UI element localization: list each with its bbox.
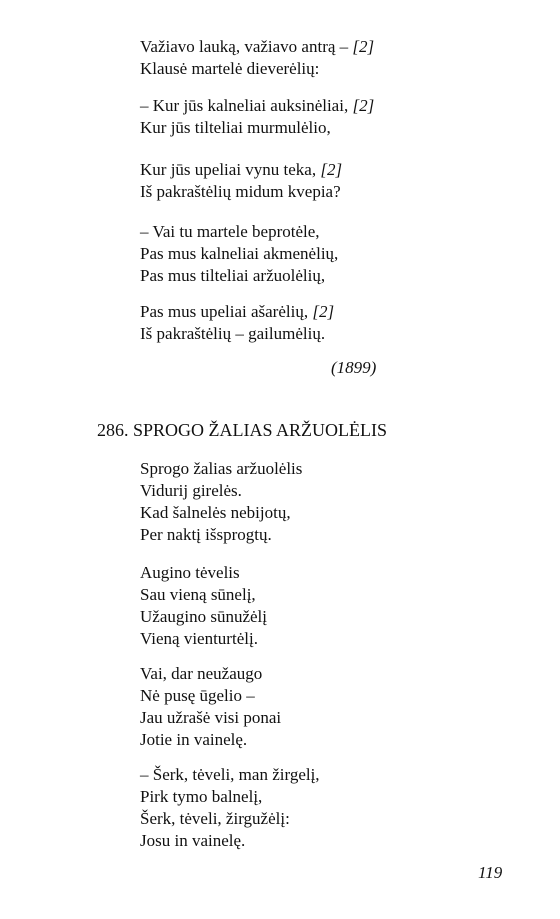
verse-line: Kad šalnelės nebijotų, [140, 503, 291, 522]
verse-line: – Kur jūs kalneliai auksinėliai, [2] [140, 96, 375, 115]
stanza [140, 663, 281, 751]
poem-date: (1899) [331, 358, 377, 377]
stanza [140, 301, 334, 345]
verse-line: Iš pakraštėlių midum kvepia? [140, 182, 341, 201]
repeat-mark: [2] [352, 37, 375, 56]
verse-line: – Vai tu martele beprotėle, [140, 222, 320, 241]
verse-line: Josu in vainelę. [140, 831, 246, 850]
verse-line: Pirk tymo balnelį, [140, 787, 263, 806]
stanza [140, 95, 374, 139]
verse-line: Sau vieną sūnelį, [140, 585, 256, 604]
stanza [140, 764, 320, 852]
verse-line: Vieną vienturtėlį. [140, 629, 258, 648]
verse-line: Jotie in vainelę. [140, 730, 248, 749]
verse-line: Per naktį išsprogtų. [140, 525, 272, 544]
repeat-mark: [2] [320, 160, 343, 179]
stanza [140, 562, 267, 650]
verse-line: Vidurij girelės. [140, 481, 242, 500]
verse-line: Vai, dar neužaugo [140, 664, 263, 683]
verse-line: Užaugino sūnužėlį [140, 607, 267, 626]
verse-line: Kur jūs upeliai vynu teka, [2] [140, 160, 343, 179]
verse-line: Nė pusę ūgelio – [140, 686, 255, 705]
verse-line: Kur jūs tilteliai murmulėlio, [140, 118, 331, 137]
verse-line: Pas mus kalneliai akmenėlių, [140, 244, 339, 263]
verse-line: Jau užrašė visi ponai [140, 708, 282, 727]
page-number: 119 [478, 863, 503, 882]
verse-line: Klausė martelė dieverėlių: [140, 59, 320, 78]
repeat-mark: [2] [312, 302, 335, 321]
verse-line: Sprogo žalias aržuolėlis [140, 459, 303, 478]
verse-line: Iš pakraštėlių – gailumėlių. [140, 324, 326, 343]
stanza [140, 458, 302, 546]
verse-line: – Šerk, tėveli, man žirgelį, [140, 765, 320, 784]
verse-line: Važiavo lauką, važiavo antrą – [2] [140, 37, 375, 56]
verse-line: Pas mus tilteliai aržuolėlių, [140, 266, 326, 285]
stanza [140, 159, 342, 203]
song-title: 286. SPROGO ŽALIAS ARŽUOLĖLIS [97, 420, 388, 440]
stanza [140, 36, 374, 80]
repeat-mark: [2] [352, 96, 375, 115]
verse-line: Augino tėvelis [140, 563, 240, 582]
verse-line: Pas mus upeliai ašarėlių, [2] [140, 302, 335, 321]
stanza [140, 221, 338, 287]
verse-line: Šerk, tėveli, žirgužėlį: [140, 809, 290, 828]
